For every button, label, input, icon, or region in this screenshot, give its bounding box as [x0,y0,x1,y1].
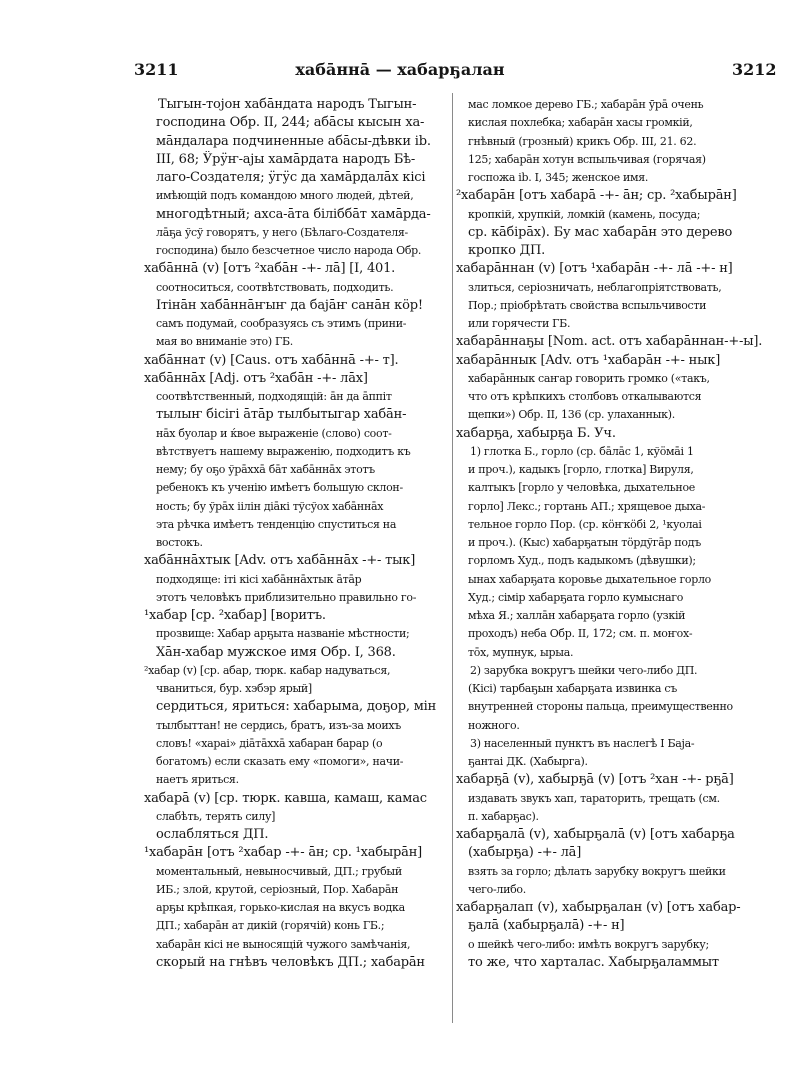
text-line: кислая похлебка; хабарāн хасы громкій, [468,116,693,130]
text-line: п. хабарҕас). [468,809,539,823]
text-line: ослабляться ДП. [156,827,269,842]
text-line: 2) зарубка вокругъ шейки чего-либо ДП. [470,663,698,677]
text-line: лаго-Создателя; ӱгӱс да хамāрдалāх кісі [156,170,426,185]
running-head: хабāннā — хабарҕалан [295,60,505,79]
text-line: ²хабар (v) [ср. абар, тюрк. кабар надуваться, [144,663,391,677]
text-line: прозвище: Хабар арҕыта названіе мѣстности; [156,627,410,641]
text-line: и проч.). (Кыс) хабарҕатын тöрдўгāр подъ [468,536,701,549]
right-column [456,96,776,972]
text-line: хабāннат (v) [Caus. отъ хабāннā -+- т]. [144,352,399,368]
text-line: гнѣвный (грозный) крикъ Обр. III, 21. 62. [468,134,697,148]
text-line: ¹хабарāн [отъ ²хабар -+- āн; ср. ¹хабырāн] [144,845,423,861]
text-line: ²хабарāн [отъ хабарā -+- āн; ср. ²хабырāн] [456,188,737,204]
text-line: 125; хабарāн хотун вспыльчивая (горячая) [468,152,706,166]
text-line: нāх буолар и ќвое выраженіе (слово) соот- [156,426,392,440]
text-line: эта рѣчка имѣетъ тенденцію спуститься на [156,517,397,531]
text-line: издавать звукъ хап, тараторить, трещать (см. [468,791,720,805]
text-line: Хāн-хабар мужское имя Обр. I, 368. [156,644,396,660]
text-line: хабарā (v) [ср. тюрк. кавша, камаш, камас [144,790,427,806]
text-line: что отъ крѣпкихъ столбовъ откалываются [468,390,702,403]
text-line: хабāннāхтык [Adv. отъ хабāннāх -+- тык] [144,553,416,569]
text-line: имѣющій подъ командою много людей, дѣтей, [156,189,414,203]
text-line: слабѣть, терять силу] [156,809,276,823]
text-line: ИБ.; злой, крутой, серіозный, Пор. Хабарāн [156,882,399,896]
text-line: хабарāннык саҥар говорить громко («такъ, [468,371,710,385]
text-line: господина Обр. II, 244; абāсы кысын ха- [156,115,425,131]
text-line: хабарҕалā (v), хабырҕалā (v) [отъ хабарҕа [456,827,735,842]
text-line: Пор.; пріобрѣтать свойства вспыльчивости [468,298,707,312]
text-line: мая во вниманіе это) ГБ. [156,335,294,349]
text-line: кропко ДП. [468,243,546,258]
text-line: чваниться, бур. хэбэр ярый] [156,682,312,695]
text-line: ҕалā (хабырҕалā) -+- н] [468,918,625,934]
text-line: сердиться, яриться: хабарыма, доҕор, мін [156,699,437,715]
text-line: (хабырҕа) -+- лā] [468,845,582,861]
text-line: 1) глотка Б., горло (ср. бāлāс 1, кўӧмāі 1 [470,444,694,458]
text-line: хабарҕа, хабырҕа Б. Уч. [456,425,616,441]
text-line: ср. кāбірāх). Бу мас хабарāн это дерево [468,224,733,240]
text-line: мас ломкое дерево ГБ.; хабарāн ӯрā очень [468,98,704,111]
text-line: хабāннāх [Adj. отъ ²хабāн -+- лāх] [144,370,368,386]
text-line: ножного. [468,718,520,732]
text-line: соотвѣтственный, подходящій: āн да āппіт [156,390,392,403]
text-line: многодѣтный; ахса-āта біліббāт хамāрда- [156,206,431,222]
text-line: вѣтствуетъ нашему выраженію, подходитъ къ [156,444,411,458]
text-line: ДП.; хабарāн ат дикій (горячій) конь ГБ.; [156,919,385,933]
text-line: хабарāннаҕы [Nom. act. отъ хабарāннан-+-ы]. [456,334,763,350]
text-line: (Кісі) тарбаҕын хабарҕата извинка съ [468,682,677,695]
text-line: горло] Лекс.; гортань АП.; хрящевое дыха- [468,499,706,513]
text-line: хабарāннан (v) [отъ ¹хабарāн -+- лā -+- н] [456,261,733,277]
text-line: горломъ Худ., подъ кадыкомъ (дѣвушки); [468,554,696,568]
text-line: чего-либо. [468,882,526,896]
text-line: о шейкѣ чего-либо: имѣть вокругъ зарубку; [468,937,709,951]
text-line: проходъ) неба Обр. II, 172; см. п. моҥох- [468,627,693,641]
text-line: самъ подумай, сообразуясь съ этимъ (прини- [156,317,407,330]
text-line: 3) населенный пунктъ въ наслегѣ I Баја- [470,736,695,750]
text-line: тылыҥ бісігі āтāр тылбытыгар хабāн- [156,407,407,423]
text-line: соотноситься, соотвѣтствовать, подходить. [156,280,394,294]
text-line: Худ.; сімір хабарҕата горло кумыснаго [468,590,684,604]
text-line: щепки») Обр. II, 136 (ср. улаханнык). [468,408,675,422]
text-line: хабарҕалап (v), хабырҕалан (v) [отъ хабар- [456,900,741,915]
text-line: III, 68; Ӱрӱҥ-ајы хамāрдата народъ Бѣ- [156,151,416,167]
text-line: востокъ. [156,536,203,549]
text-line: нему; бу оҕо ўрāххā бāт хабāннāх этотъ [156,463,375,476]
text-line: мѣха Я.; халлāн хабарҕата горло (узкій [468,609,686,622]
column-divider [452,93,453,1023]
text-line: тōх, мупнук, ырыа. [468,645,574,659]
page-number-left: 3211 [134,60,179,79]
text-line: злиться, серіозничать, неблагопріятствовать, [468,280,722,294]
text-line: ҕантаі ДК. (Хабырга). [468,755,588,768]
text-line: ¹хабар [ср. ²хабар] [воритъ. [144,608,326,623]
text-line: Ітінāн хабāннāҥыҥ да бајāҥ санāн кöр! [156,297,423,313]
text-line: калтыкъ [горло у человѣка, дыхательное [468,481,695,495]
text-line: этотъ человѣкъ приблизительно правильно го- [156,590,417,604]
text-line: скорый на гнѣвъ человѣкъ ДП.; хабарāн [156,954,425,970]
text-line: тельное горло Пор. (ср. кöҥкöбі 2, ¹куолаі [468,517,702,531]
text-line: или горячести ГБ. [468,317,571,330]
text-line: ность; бу ўрāх іілін діāкі тўсўох хабāннāх [156,499,384,513]
text-line: внутренней стороны пальца, преимущественно [468,700,733,714]
text-line: наетъ яриться. [156,773,239,787]
text-line: хабарҕā (v), хабырҕā (v) [отъ ²хан -+- рҕā] [456,772,734,788]
text-line: хабарāн кісі не выносящій чужого замѣчанія, [156,937,411,951]
text-line: хабāннā (v) [отъ ²хабāн -+- лā] [I, 401. [144,261,396,277]
text-line: лāҕа ўсў говорятъ, у него (Бѣлаго-Создателя- [156,225,408,239]
text-line: богатомъ) если сказать ему «помоги», начи- [156,755,404,768]
text-line: моментальный, невыносчивый, ДП.; грубый [156,864,402,878]
text-line: кропкій, хрупкій, ломкій (камень, посуда; [468,207,701,221]
text-line: хабарāннык [Adv. отъ ¹хабарāн -+- нык] [456,352,721,368]
text-line: ребенокъ къ ученію имѣетъ большую склон- [156,481,403,495]
text-line: ынах хабарҕата коровье дыхательное горло [468,572,711,586]
text-line: то же, что харталас. Хабырҕаламмыт [468,954,719,970]
text-line: арҕы крѣпкая, горько-кислая на вкусъ водка [156,901,405,914]
page-number-right: 3212 [732,60,777,79]
text-line: господина) было безсчетное число народа Обр. [156,244,422,257]
text-line: госпожа ib. I, 345; женское имя. [468,171,649,184]
text-line: Тыгын-тојон хабāндата народъ Тыгын- [158,97,417,112]
text-line: тылбыттан! не сердись, братъ, изъ-за моихъ [156,718,401,732]
text-line: словъ! «хараі» діāтāххā хабаран барар (о [156,736,383,750]
text-line: и проч.), кадыкъ [горло, глотка] Вируля, [468,463,694,476]
text-line: подходяще: іті кісі хабāннāхтык āтāр [156,572,362,586]
left-column [144,96,444,972]
text-line: мāндалара подчиненные абāсы-дѣвки ib. [156,133,431,149]
text-line: взять за горло; дѣлать зарубку вокругъ шейки [468,864,726,878]
